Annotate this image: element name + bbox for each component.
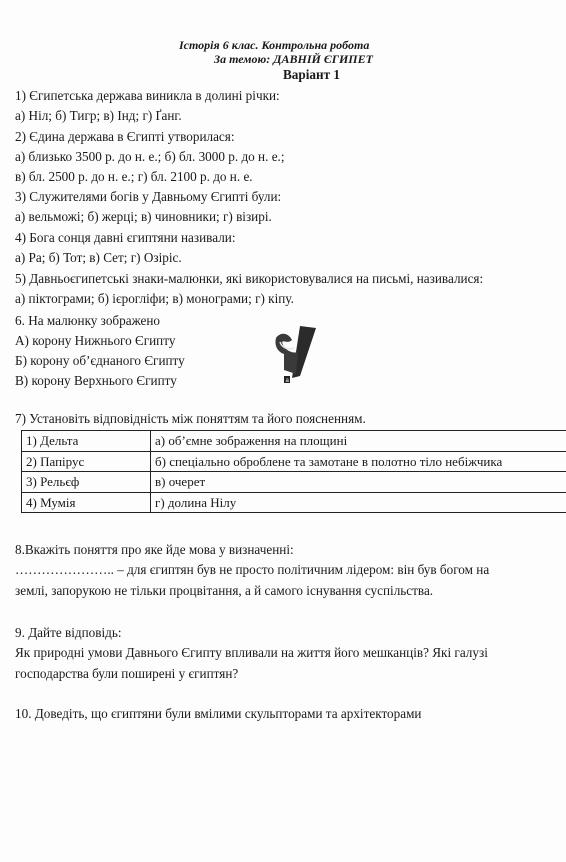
question-1-options: а) Ніл; б) Тигр; в) Інд; г) Ґанг. bbox=[15, 108, 182, 123]
question-7: 7) Установіть відповідність між поняттям та його поясненням. bbox=[15, 411, 366, 426]
table-cell-term: 4) Мумія bbox=[22, 492, 151, 513]
question-4: 4) Бога сонця давні єгиптяни називали: bbox=[15, 230, 236, 245]
table-cell-term: 2) Папірус bbox=[22, 451, 151, 472]
question-9-line-1: Як природні умови Давнього Єгипту впливали на життя його мешканців? Які галузі bbox=[15, 645, 488, 660]
question-2-options-b: в) бл. 2500 р. до н. е.; г) бл. 2100 р. до н. е. bbox=[15, 169, 253, 184]
question-8-line-2: землі, запорукою не тільки процвітання, а й самого існування суспільства. bbox=[15, 583, 434, 598]
question-3-options: а) вельможі; б) жерці; в) чиновники; г) візирі. bbox=[15, 209, 272, 224]
question-9: 9. Дайте відповідь: bbox=[15, 625, 122, 640]
table-row bbox=[22, 451, 566, 472]
table-cell-definition: а) об’ємне зображення на площині bbox=[151, 431, 566, 452]
question-6-option-c: В) корону Верхнього Єгипту bbox=[15, 373, 177, 388]
question-6-option-a: А) корону Нижнього Єгипту bbox=[15, 333, 176, 348]
variant-title: Варіант 1 bbox=[283, 67, 340, 82]
table-cell-term: 1) Дельта bbox=[22, 431, 151, 452]
matching-table bbox=[21, 430, 566, 513]
question-5: 5) Давньоєгипетські знаки-малюнки, які використовувалися на письмі, називалися: bbox=[15, 271, 484, 286]
table-cell-definition: б) спеціально оброблене та замотане в полотно тіло небіжчика bbox=[151, 451, 566, 472]
header-line-1: Історія 6 клас. Контрольна робота bbox=[179, 38, 370, 52]
table-cell-term: 3) Рельєф bbox=[22, 472, 151, 493]
question-2: 2) Єдина держава в Єгипті утворилася: bbox=[15, 129, 235, 144]
question-2-options-a: а) близько 3500 р. до н. е.; б) бл. 3000 р. до н. е.; bbox=[15, 149, 285, 164]
question-6: 6. На малюнку зображено bbox=[15, 313, 161, 328]
table-row bbox=[22, 431, 566, 452]
question-8-line-1: ………………….. – для єгиптян був не просто політичним лідером: він був богом на bbox=[15, 562, 490, 577]
table-row bbox=[22, 472, 566, 493]
question-6-option-b: Б) корону об’єднаного Єгипту bbox=[15, 353, 185, 368]
table-row bbox=[22, 492, 566, 513]
table-cell-definition: г) долина Нілу bbox=[151, 492, 566, 513]
question-9-line-2: господарства були поширені у єгиптян? bbox=[15, 666, 239, 681]
question-3: 3) Служителями богів у Давньому Єгипті були: bbox=[15, 189, 282, 204]
table-cell-definition: в) очерет bbox=[151, 472, 566, 493]
question-10: 10. Доведіть, що єгиптяни були вмілими скульпторами та архітекторами bbox=[15, 706, 422, 721]
crown-image-label: a bbox=[285, 378, 289, 384]
question-5-options: а) піктограми; б) ієрогліфи; в) монограми; г) кіпу. bbox=[15, 291, 294, 306]
question-1: 1) Єгипетська держава виникла в долині річки: bbox=[15, 88, 280, 103]
crown-image bbox=[270, 322, 318, 386]
question-8: 8.Вкажіть поняття про яке йде мова у визначенні: bbox=[15, 542, 294, 557]
question-4-options: а) Ра; б) Тот; в) Сет; г) Озіріс. bbox=[15, 250, 182, 265]
header-line-2: За темою: ДАВНІЙ ЄГИПЕТ bbox=[214, 52, 373, 66]
